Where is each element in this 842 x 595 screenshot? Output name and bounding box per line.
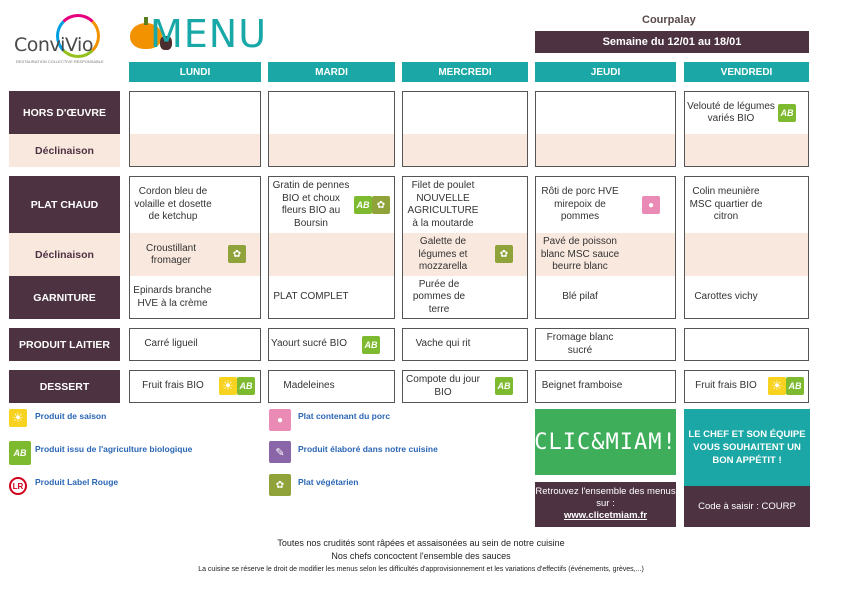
season-icon: ☀	[9, 409, 27, 427]
menu-item-dessert-lundi: Fruit frais BIO	[142, 380, 204, 392]
menu-item-hors-doeuvre-vendredi: Velouté de légumes variés BIO	[687, 100, 775, 124]
legend-elabore: Produit élaboré dans notre cuisine	[298, 444, 438, 454]
row-label-garniture: GARNITURE	[9, 276, 120, 319]
menu-item-garniture-mardi: PLAT COMPLET	[273, 291, 349, 303]
menu-item-plat-lundi: Cordon bleu de volaille et dosette de ketchup	[134, 186, 212, 223]
day-header-mercredi: MERCREDI	[402, 62, 528, 82]
day-header-lundi: LUNDI	[129, 62, 261, 82]
legend-label-rouge: Produit Label Rouge	[35, 477, 119, 487]
menu-item-plat-mercredi: Filet de poulet NOUVELLE AGRICULTURE à la moutarde	[407, 180, 479, 229]
label-rouge-icon: LR	[9, 477, 27, 495]
legend-porc: Plat contenant du porc	[298, 411, 391, 421]
row-label-produit-laitier: PRODUIT LAITIER	[9, 328, 120, 361]
day-header-jeudi: JEUDI	[535, 62, 676, 82]
vegetarian-icon: ✿	[372, 196, 390, 214]
legend-bio: Produit issu de l'agriculture biologique	[35, 444, 193, 454]
bio-icon: AB	[362, 336, 380, 354]
chef-message: LE CHEF ET SON ÉQUIPE VOUS SOUHAITENT UN BON APPÉTIT !	[684, 409, 810, 486]
menu-item-dessert-vendredi: Fruit frais BIO	[695, 380, 757, 392]
declinaison-band	[130, 134, 260, 166]
day-box	[684, 328, 809, 361]
bio-icon: AB	[237, 377, 255, 395]
row-label-plat-chaud: PLAT CHAUD	[9, 176, 120, 233]
menu-item-garniture-jeudi: Blé pilaf	[562, 291, 598, 303]
whisk-icon: ✎	[269, 441, 291, 463]
menu-item-garniture-mercredi: Purée de pommes de terre	[412, 278, 466, 315]
menu-item-dessert-mercredi: Compote du jour BIO	[406, 374, 480, 398]
bio-icon: AB	[778, 104, 796, 122]
declinaison-band	[403, 134, 527, 166]
row-label-declinaison-1: Déclinaison	[9, 134, 120, 167]
access-code: Code à saisir : COURP	[684, 486, 810, 527]
row-label-dessert: DESSERT	[9, 370, 120, 403]
menu-item-plat-vendredi: Colin meunière MSC quartier de citron	[689, 186, 763, 223]
clic-miam-logo: CLIC&MIAM!	[535, 409, 676, 475]
declinaison-band	[269, 134, 394, 166]
pork-icon: ●	[642, 196, 660, 214]
season-icon: ☀	[768, 377, 786, 395]
legend-vegetarien: Plat végétarien	[298, 477, 359, 487]
week-banner: Semaine du 12/01 au 18/01	[535, 31, 809, 53]
declinaison-band	[685, 233, 808, 276]
bio-icon: AB	[495, 377, 513, 395]
menu-item-laitier-lundi: Carré ligueil	[144, 338, 198, 350]
brand-name: ConviVio	[14, 34, 93, 56]
row-label-hors-doeuvre: HORS D'ŒUVRE	[9, 91, 120, 134]
menu-item-garniture-lundi: Epinards branche HVE à la crème	[133, 285, 212, 309]
menu-item-laitier-jeudi: Fromage blanc sucré	[546, 332, 614, 356]
declinaison-band	[536, 134, 675, 166]
vegetarian-icon: ✿	[269, 474, 291, 496]
menu-item-plat-mardi: Gratin de pennes BIO et choux fleurs BIO au Boursin	[272, 180, 350, 229]
footer-line-3: La cuisine se réserve le droit de modifier les menus selon les difficultés d'approvisionnement et les variations d'effectifs (événements, grèves,...)	[198, 566, 644, 573]
menu-title: MENU	[150, 12, 268, 56]
day-header-mardi: MARDI	[268, 62, 395, 82]
footer-line-2: Nos chefs concoctent l'ensemble des sauces	[331, 551, 511, 561]
bio-icon: AB	[786, 377, 804, 395]
menu-item-garniture-vendredi: Carottes vichy	[694, 291, 758, 303]
bio-icon: AB	[9, 441, 31, 465]
declinaison-band	[685, 134, 808, 166]
vegetarian-icon: ✿	[495, 245, 513, 263]
menu-item-laitier-mardi: Yaourt sucré BIO	[271, 338, 347, 350]
menu-item-declinaison-lundi: Croustillant fromager	[145, 242, 197, 266]
convivio-logo	[12, 14, 104, 74]
footer-line-1: Toutes nos crudités sont râpées et assaisonées au sein de notre cuisine	[277, 538, 565, 548]
day-header-vendredi: VENDREDI	[684, 62, 809, 82]
bio-icon: AB	[354, 196, 372, 214]
declinaison-band	[269, 233, 394, 276]
legend-saison: Produit de saison	[35, 411, 107, 421]
site-name: Courpalay	[642, 14, 696, 26]
pork-icon: ●	[269, 409, 291, 431]
menu-item-laitier-mercredi: Vache qui rit	[415, 338, 471, 350]
menu-item-declinaison-mercredi: Galette de légumes et mozzarella	[418, 236, 468, 273]
menu-item-declinaison-jeudi: Pavé de poisson blanc MSC sauce beurre blanc	[540, 236, 620, 273]
row-label-declinaison-2: Déclinaison	[9, 233, 120, 276]
brand-tagline: RESTAURATION COLLECTIVE RESPONSABLE	[16, 59, 104, 64]
season-icon: ☀	[219, 377, 237, 395]
vegetarian-icon: ✿	[228, 245, 246, 263]
menu-item-plat-jeudi: Rôti de porc HVE mirepoix de pommes	[541, 186, 619, 223]
retrouvez-text: Retrouvez l'ensemble des menus sur :	[535, 486, 676, 509]
menu-item-dessert-jeudi: Beignet framboise	[541, 380, 623, 392]
website-link[interactable]: www.clicetmiam.fr	[563, 510, 648, 521]
menu-item-dessert-mardi: Madeleines	[283, 380, 335, 392]
retrouvez-panel	[535, 482, 676, 527]
